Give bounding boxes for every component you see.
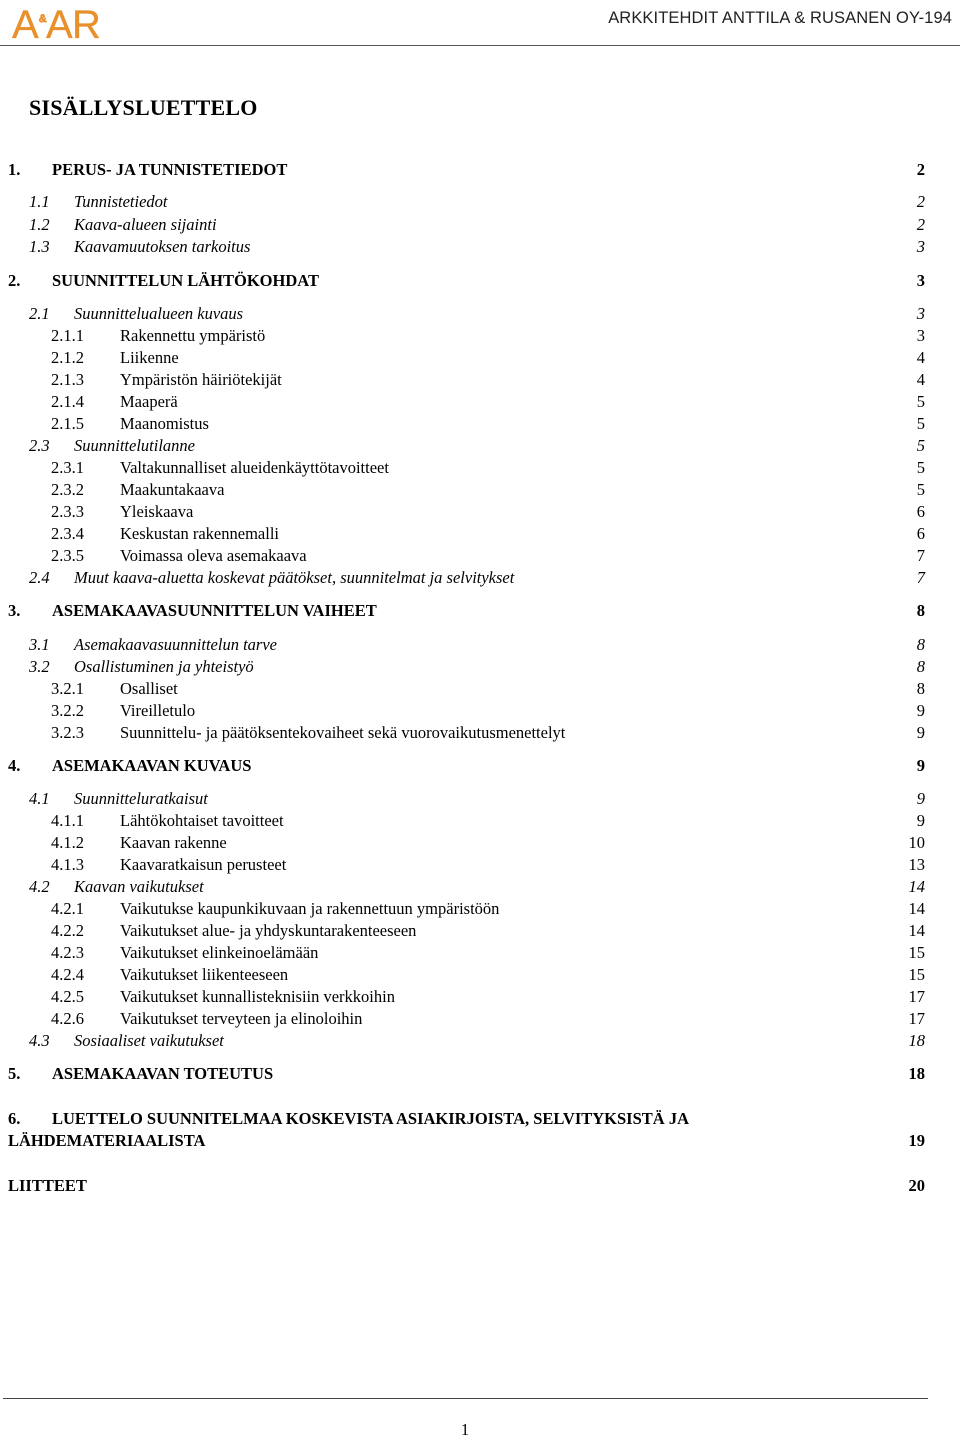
toc-label: LUETTELO SUUNNITELMAA KOSKEVISTA ASIAKIRJOISTA, SELVITYKSISTÄ JA [52,1109,689,1128]
toc-label: Suunnitteluratkaisut [74,789,208,808]
toc-entry-2[interactable] [0,270,960,292]
toc-entry-3-2-2[interactable] [0,700,960,722]
toc-page: 14 [908,877,925,896]
toc-page: 8 [916,657,925,676]
toc-label: Suunnittelu- ja päätöksentekovaiheet sekä vuorovaikutusmenettelyt [120,723,566,742]
toc-entry-3-1[interactable] [0,634,960,656]
toc-page: 8 [916,601,925,620]
toc-label: Asemakaavasuunnittelun tarve [74,635,277,654]
toc-page: 9 [916,756,925,775]
toc-entry-2-4[interactable] [0,567,960,589]
toc-number: 3. [8,601,21,620]
toc-number: 4.2.2 [51,921,84,940]
toc-number: 4.2.5 [51,987,84,1006]
toc-number: 1. [8,160,21,179]
toc-entry-1-3[interactable] [0,236,960,258]
toc-number: 2.3.1 [51,458,84,477]
toc-entry-4-1-1[interactable] [0,810,960,832]
toc-page: 8 [916,635,925,654]
toc-number: 2.1.4 [51,392,84,411]
toc-label: Vaikutukset liikenteeseen [120,965,289,984]
toc-page: 18 [908,1031,925,1050]
toc-label: Kaavan vaikutukset [74,877,204,896]
toc-label: LIITTEET [8,1176,87,1195]
toc-label: Lähtökohtaiset tavoitteet [120,811,284,830]
toc-entry-2-1-5[interactable] [0,413,960,435]
toc-number: 2.1 [29,304,50,323]
toc-number: 3.1 [29,635,50,654]
logo-letter-a1: A [12,3,39,42]
toc-number: 1.3 [29,237,50,256]
toc-number: 6. [8,1109,21,1128]
toc-entry-3-2[interactable] [0,656,960,678]
toc-entry-2-1-4[interactable] [0,391,960,413]
toc-entry-4-2-3[interactable] [0,942,960,964]
toc-label: Muut kaava-aluetta koskevat päätökset, suunnitelmat ja selvitykset [74,568,515,587]
toc-number: 2.1.5 [51,414,84,433]
toc-label: Tunnistetiedot [74,192,168,211]
toc-number: 5. [8,1064,21,1083]
toc-number: 2.3.2 [51,480,84,499]
toc-page: 2 [916,160,925,179]
toc-number: 4.2.1 [51,899,84,918]
toc-number: 2.3.4 [51,524,84,543]
toc-entry-2-3-5[interactable] [0,545,960,567]
toc-page: 3 [916,271,925,290]
toc-page: 5 [916,392,925,411]
toc-number: 2.4 [29,568,50,587]
toc-label: Yleiskaava [120,502,194,521]
toc-page: 3 [916,304,925,323]
toc-entry-liitteet[interactable] [0,1175,960,1197]
toc-entry-4-1[interactable] [0,788,960,810]
page-title: SISÄLLYSLUETTELO [29,95,258,120]
toc-page: 9 [916,701,925,720]
toc-page: 2 [916,192,925,211]
toc-label: Osallistuminen ja yhteistyö [74,657,254,676]
toc-label: Vaikutukset terveyteen ja elinoloihin [120,1009,363,1028]
toc-entry-4-2-6[interactable] [0,1008,960,1030]
footer-divider [3,1398,928,1399]
toc-label: Maanomistus [120,414,209,433]
toc-number: 1.2 [29,215,50,234]
toc-number: 2. [8,271,21,290]
toc-number: 3.2.2 [51,701,84,720]
toc-entry-2-3-2[interactable] [0,479,960,501]
toc-label: Rakennettu ympäristö [120,326,266,345]
toc-entry-6[interactable] [0,1108,960,1130]
toc-page: 2 [916,215,925,234]
toc-page: 4 [916,348,925,367]
toc-label: ASEMAKAAVAN TOTEUTUS [52,1064,274,1083]
toc-label: Kaavan rakenne [120,833,227,852]
toc-entry-4-2-5[interactable] [0,986,960,1008]
toc-page: 5 [916,480,925,499]
toc-page: 13 [908,855,925,874]
toc-label: SUUNNITTELUN LÄHTÖKOHDAT [52,271,319,290]
toc-label: Suunnittelutilanne [74,436,195,455]
toc-page: 3 [916,237,925,256]
toc-number: 1.1 [29,192,50,211]
toc-page: 17 [908,987,925,1006]
toc-entry-1-1[interactable] [0,191,960,213]
toc-page: 4 [916,370,925,389]
toc-label: ASEMAKAAVASUUNNITTELUN VAIHEET [52,601,377,620]
toc-entry-5[interactable] [0,1063,960,1085]
toc-entry-2-3-1[interactable] [0,457,960,479]
toc-number: 2.3.3 [51,502,84,521]
toc-entry-2-1-2[interactable] [0,347,960,369]
toc-page: 15 [908,965,925,984]
toc-entry-6-continued[interactable] [0,1130,960,1152]
toc-entry-2-3[interactable] [0,435,960,457]
toc-page: 5 [916,436,925,455]
company-name: ARKKITEHDIT ANTTILA & RUSANEN OY-194 [608,9,952,27]
page-number: 1 [460,1420,470,1439]
toc-page: 9 [916,811,925,830]
toc-entry-2-3-4[interactable] [0,523,960,545]
toc-label: Maakuntakaava [120,480,225,499]
toc-number: 4.2 [29,877,50,896]
toc-label: Vaikutukse kaupunkikuvaan ja rakennettuun ympäristöön [120,899,500,918]
toc-entry-2-1-1[interactable] [0,325,960,347]
toc-entry-3-2-1[interactable] [0,678,960,700]
toc-entry-3-2-3[interactable] [0,722,960,744]
toc-page: 5 [916,458,925,477]
logo-ampersand: & [39,13,47,25]
toc-entry-4-1-2[interactable] [0,832,960,854]
toc-entry-3[interactable] [0,600,960,622]
toc-number: 3.2 [29,657,50,676]
toc-number: 4.1 [29,789,50,808]
toc-page: 7 [916,546,925,565]
toc-entry-4-2[interactable] [0,876,960,898]
toc-label: Voimassa oleva asemakaava [120,546,307,565]
toc-entry-4-1-3[interactable] [0,854,960,876]
toc-label: Vireilletulo [120,701,196,720]
toc-entry-4-2-4[interactable] [0,964,960,986]
toc-entry-2-3-3[interactable] [0,501,960,523]
toc-label: Osalliset [120,679,178,698]
toc-page: 6 [916,524,925,543]
toc-entry-4-2-2[interactable] [0,920,960,942]
toc-page: 20 [908,1176,925,1195]
toc-number: 4.1.2 [51,833,84,852]
toc-number: 3.2.1 [51,679,84,698]
toc-number: 2.1.1 [51,326,84,345]
toc-number: 2.1.3 [51,370,84,389]
toc-label: Kaavamuutoksen tarkoitus [74,237,251,256]
toc-label: Maaperä [120,392,178,411]
toc-number: 3.2.3 [51,723,84,742]
toc-entry-4-2-1[interactable] [0,898,960,920]
toc-number: 4.2.4 [51,965,84,984]
toc-label: Valtakunnalliset alueidenkäyttötavoitteet [120,458,389,477]
toc-page: 3 [916,326,925,345]
logo-letter-r: R [72,3,101,42]
toc-number: 4.1.3 [51,855,84,874]
toc-number: 2.3.5 [51,546,84,565]
toc-page: 19 [908,1131,925,1150]
toc-number: 4.2.3 [51,943,84,962]
toc-page: 17 [908,1009,925,1028]
toc-entry-4[interactable] [0,755,960,777]
toc-label: PERUS- JA TUNNISTETIEDOT [52,160,288,179]
toc-page: 7 [916,568,925,587]
toc-label: Liikenne [120,348,179,367]
toc-label: Vaikutukset kunnallisteknisiin verkkoihin [120,987,395,1006]
toc-number: 4.2.6 [51,1009,84,1028]
toc-label: Kaava-alueen sijainti [74,215,217,234]
toc-number: 2.3 [29,436,50,455]
toc-label: Suunnittelualueen kuvaus [74,304,244,323]
toc-number: 4.3 [29,1031,50,1050]
toc-page: 5 [916,414,925,433]
toc-entry-2-1-3[interactable] [0,369,960,391]
toc-page: 15 [908,943,925,962]
toc-entry-1[interactable] [0,159,960,181]
logo-letter-a2: A [46,3,73,42]
toc-label: Sosiaaliset vaikutukset [74,1031,224,1050]
toc-page: 18 [908,1064,925,1083]
toc-entry-1-2[interactable] [0,214,960,236]
toc-page: 14 [908,921,925,940]
toc-entry-4-3[interactable] [0,1030,960,1052]
toc-number: 4.1.1 [51,811,84,830]
toc-label: Keskustan rakennemalli [120,524,279,543]
toc-label: Ympäristön häiriötekijät [120,370,282,389]
toc-entry-2-1[interactable] [0,303,960,325]
toc-label: Kaavaratkaisun perusteet [120,855,287,874]
toc-page: 9 [916,723,925,742]
toc-page: 10 [908,833,925,852]
toc-page: 8 [916,679,925,698]
toc-number: 4. [8,756,21,775]
toc-label: Vaikutukset elinkeinoelämään [120,943,319,962]
toc-page: 14 [908,899,925,918]
toc-page: 6 [916,502,925,521]
toc-label: LÄHDEMATERIAALISTA [8,1131,206,1150]
toc-page: 9 [916,789,925,808]
toc-number: 2.1.2 [51,348,84,367]
toc-label: ASEMAKAAVAN KUVAUS [52,756,252,775]
toc-label: Vaikutukset alue- ja yhdyskuntarakenteeseen [120,921,417,940]
